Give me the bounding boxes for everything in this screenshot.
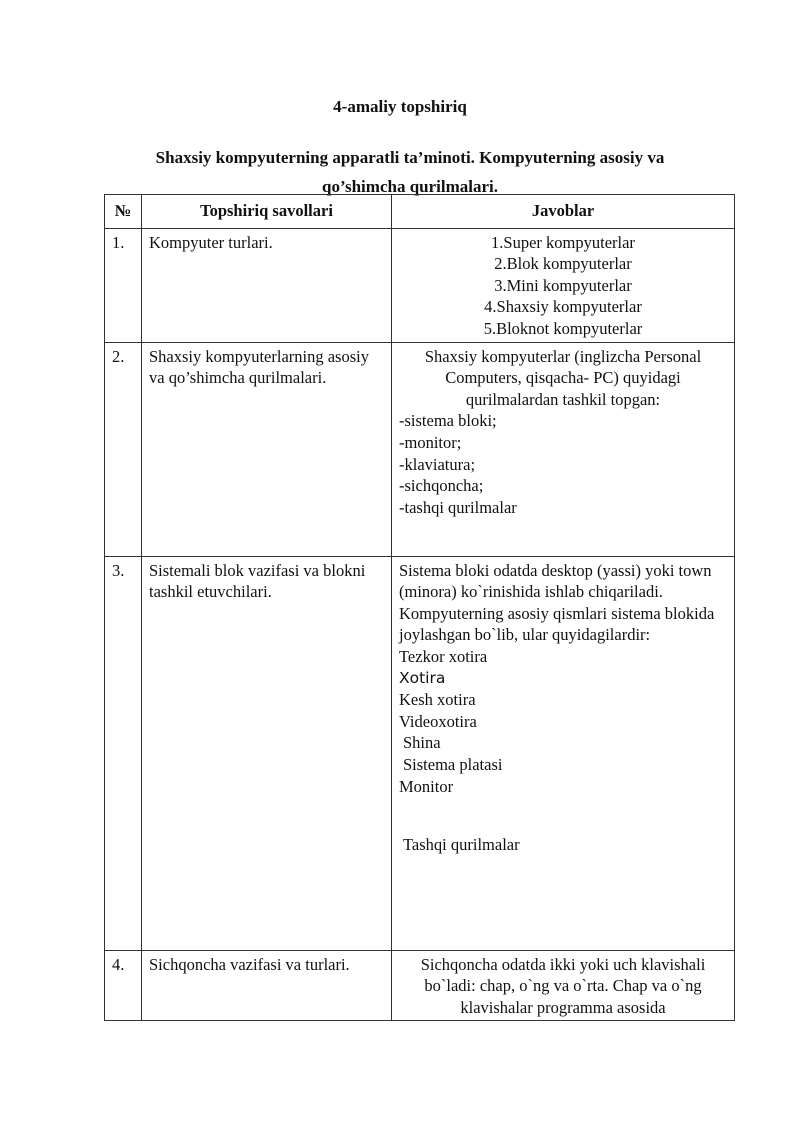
qa-table bbox=[104, 194, 735, 1021]
answer-line: 4.Shaxsiy kompyuterlar bbox=[484, 297, 642, 317]
answer-last: Tashqi qurilmalar bbox=[403, 835, 520, 855]
answer-line: Xotira bbox=[399, 668, 446, 687]
answer-intro: Sichqoncha odatda ikki yoki uch klavishali bo`ladi: chap, o`ng va o`rta. Chap va o`ng klavishalar programma asosida bbox=[420, 954, 706, 1017]
table-row bbox=[105, 342, 735, 556]
answer-line: 3.Mini kompyuterlar bbox=[494, 275, 632, 295]
answer-line: -monitor; bbox=[399, 432, 462, 452]
header-number: № bbox=[105, 195, 142, 229]
header-answers: Javoblar bbox=[392, 195, 735, 229]
row-question: Kompyuter turlari. bbox=[142, 228, 392, 342]
row-answer bbox=[392, 556, 735, 950]
row-number: 2. bbox=[105, 342, 142, 556]
table-row bbox=[105, 556, 735, 950]
answer-line: Monitor bbox=[399, 776, 454, 796]
answer-line: Videoxotira bbox=[399, 711, 477, 731]
answer-line: Sistema platasi bbox=[403, 754, 503, 774]
row-number: 1. bbox=[105, 228, 142, 342]
answer-line: Kesh xotira bbox=[399, 690, 476, 710]
answer-line: -klaviatura; bbox=[399, 454, 476, 474]
answer-line: -sichqoncha; bbox=[399, 476, 484, 496]
document-subtitle: Shaxsiy kompyuterning apparatli ta’minoti. Kompyuterning asosiy va qo’shimcha qurilmalari. bbox=[155, 148, 665, 196]
row-answer bbox=[392, 228, 735, 342]
row-question: Sichqoncha vazifasi va turlari. bbox=[142, 950, 392, 1021]
table-header-row bbox=[105, 195, 735, 229]
answer-line: 1.Super kompyuterlar bbox=[491, 232, 635, 252]
row-answer bbox=[392, 950, 735, 1021]
row-number: 4. bbox=[105, 950, 142, 1021]
answer-line: Tezkor xotira bbox=[399, 646, 488, 666]
answer-line: 5.Bloknot kompyuterlar bbox=[483, 318, 643, 338]
answer-intro: Shaxsiy kompyuterlar (inglizcha Personal Computers, qisqacha- PC) quyidagi qurilmalardan tashkil topgan: bbox=[424, 346, 702, 409]
document-title: 4-amaliy topshiriq bbox=[333, 97, 467, 116]
answer-line: Shina bbox=[403, 733, 441, 753]
answer-line: -tashqi qurilmalar bbox=[399, 497, 517, 517]
table-row bbox=[105, 228, 735, 342]
row-question: Sistemali blok vazifasi va blokni tashkil etuvchilari. bbox=[142, 556, 392, 950]
answer-intro-2: Kompyuterning asosiy qismlari sistema blokida joylashgan bo`lib, ular quyidagilardir: bbox=[399, 603, 715, 645]
answer-intro: Sistema bloki odatda desktop (yassi) yoki town (minora) ko`rinishida ishlab chiqariladi. bbox=[399, 560, 712, 602]
row-number: 3. bbox=[105, 556, 142, 950]
table-row bbox=[105, 950, 735, 1021]
answer-line: 2.Blok kompyuterlar bbox=[494, 254, 632, 274]
header-questions: Topshiriq savollari bbox=[142, 195, 392, 229]
row-answer bbox=[392, 342, 735, 556]
row-question: Shaxsiy kompyuterlarning asosiy va qo’shimcha qurilmalari. bbox=[142, 342, 392, 556]
answer-line: -sistema bloki; bbox=[399, 411, 497, 431]
